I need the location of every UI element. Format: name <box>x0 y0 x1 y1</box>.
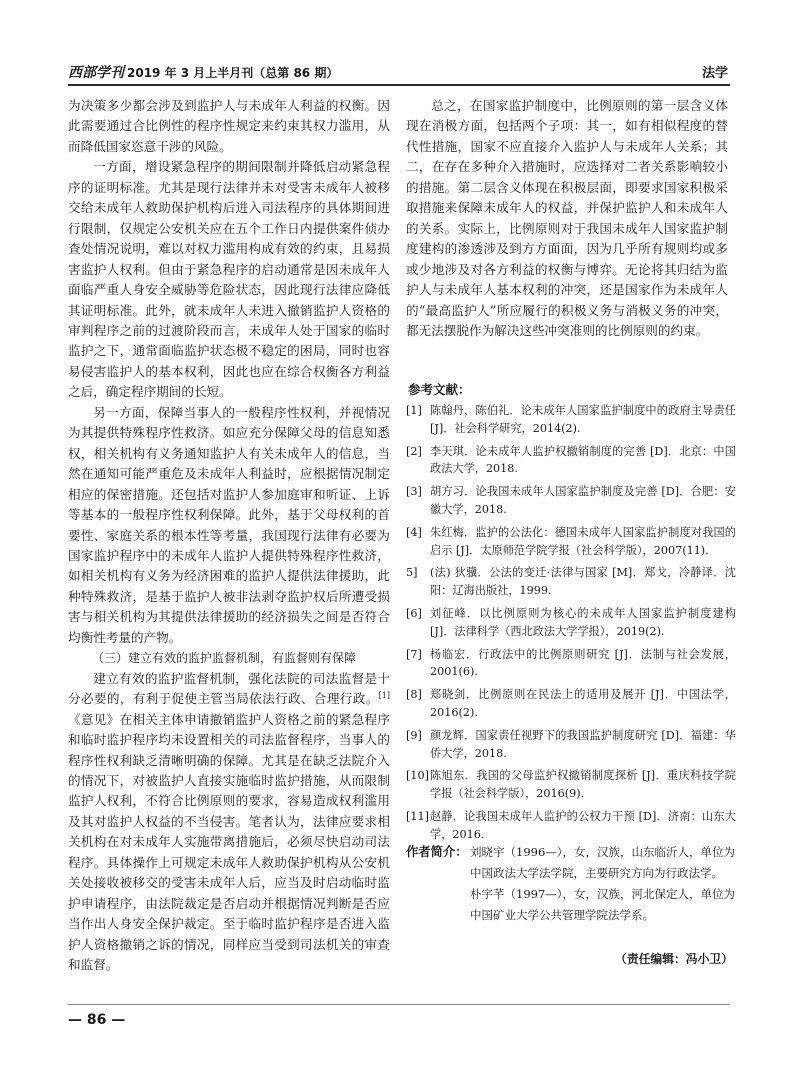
reference-number: [9] <box>406 728 422 742</box>
left-paragraph-4-part1: 建立有效的监护监督机制，强化法院的司法监督是十分必要的，有利于促使主管当局依法行政、合理行政。 <box>68 670 390 707</box>
author-2-bio: 朴宇芊（1997—），女，汉族，河北保定人，单位为中国矿业大学公共管理学院法学系。 <box>470 887 736 922</box>
author-bio <box>406 842 736 926</box>
right-column <box>406 96 728 341</box>
reference-item <box>406 443 736 479</box>
journal-logo: 西部学刊 <box>68 65 124 81</box>
references-title: 参考文献： <box>408 382 471 397</box>
reference-text: 刘征峰．以比例原则为核心的未成年人国家监护制度建构 [J]．法律科学（西北政法大学学报），2019(2). <box>430 606 736 638</box>
reference-number: [2] <box>406 444 422 458</box>
left-paragraph-2: 一方面，增设紧急程序的期间限制并降低启动紧急程序的证明标准。尤其是现行法律并未对受害未成年人被移交给未成年人救助保护机构后进入司法程序的具体期间进行限制，仅规定公安机关应在五个工作日内提供案件侦办查处情况说明，难以对权力滥用构成有效的约束，且易损害监护人权利。但由于紧急程序的启动通常是因未成年人面临严重人身安全威胁等危险状态，因此现行法律应降低其证明标准。此外，就未成年人未进入撤销监护人资格的审判程序之前的过渡阶段而言，未成年人处于国家的临时监护之下，通常面临监护状态极不稳定的困局，同时也容易侵害监护人的基本权利，因此也应在综合权衡各方利益之后，确定程序期间的长短。 <box>68 159 390 400</box>
reference-text: 李天琪．论未成年人监护权撤销制度的完善 [D]．北京：中国政法大学，2018. <box>430 444 736 476</box>
journal-issue-line <box>68 62 338 82</box>
reference-item <box>406 605 736 641</box>
citation-marker: [1] <box>378 690 390 700</box>
reference-text: 朱红梅．监护的公法化：德国未成年人国家监护制度对我国的启示 [J]．太原师范学院学报（社会科学版），2007(11). <box>430 525 736 557</box>
reference-number: [11] <box>406 809 429 823</box>
right-paragraph-1: 总之，在国家监护制度中，比例原则的第一层含义体现在消极方面，包括两个子项：其一，如有相似程度的替代性措施，国家不应直接介入监护人与未成年人关系；其二，在存在多种介入措施时，应选择对二者关系影响较小的措施。第二层含义体现在积极层面，即要求国家积极采取措施来保障未成年人的权益，并保护监护人和未成年人的关系。实际上，比例原则对于我国未成年人国家监护制度建构的渗透涉及到方方面面，因为几乎所有规则均或多或少地涉及对各方利益的权衡与博弈。无论将其归结为监护人与未成年人基本权利的冲突，还是国家作为未成年人的“最高监护人”所应履行的积极义务与消极义务的冲突，都无法摆脱作为解决这些冲突准则的比例原则的约束。 <box>406 98 728 338</box>
reference-text: 郑晓剑．比例原则在民法上的适用及展开 [J]．中国法学，2016(2). <box>430 688 736 719</box>
left-paragraph-3: 另一方面，保障当事人的一般程序性权利，并视情况为其提供特殊程序性救济。如应充分保障父母的信息知悉权，相关机构有义务通知监护人有关未成年人的信息，当然在通知可能严重危及未成年人利益时，应根据情况制定相应的保密措施。还包括对监护人参加庭审和听证、上诉等基本的一般程序性权利保障。此外，基于父母权利的首要性、家庭关系的根本性等考量，我国现行法律有必要为国家监护程序中的未成年人监护人提供特殊程序性救济，如相关机构有义务为经济困难的监护人提供法律援助，此种特殊救济，是基于监护人被非法剥夺监护权后所遭受损害与相关机构为其提供法律援助的经济损失之间是否符合均衡性考量的产物。 <box>68 404 390 645</box>
reference-item <box>406 564 736 600</box>
references-section <box>406 380 736 849</box>
reference-text: 杨临宏．行政法中的比例原则研究 [J]．法制与社会发展，2001(6). <box>430 647 736 679</box>
reference-number: [4] <box>406 525 422 539</box>
reference-number: 5] <box>406 566 418 580</box>
left-column <box>68 96 390 975</box>
reference-item <box>406 727 736 763</box>
reference-text: 陈翰丹，陈伯礼．论未成年人国家监护制度中的政府主导责任 [J]．社会科学研究，2014(2). <box>430 404 736 435</box>
author-1-bio: 刘晓宇（1996—），女，汉族，山东临沂人，单位为中国政法大学法学院，主要研究方向为行政法学。 <box>470 845 736 880</box>
reference-text: 颜龙辉．国家责任视野下的我国监护制度研究 [D]．福建：华侨大学，2018. <box>430 728 736 760</box>
reference-item <box>406 524 736 560</box>
reference-text: 陈旭东．我国的父母监护权撤销制度探析 [J]．重庆科技学院学报（社会科学版），2016(9). <box>430 769 736 801</box>
left-paragraph-4-part2: 《意见》在相关主体申请撤销监护人资格之前的紧急程序和临时监护程序均未设置相关的司法监督程序，当事人的程序性权利缺乏清晰明确的保障。尤其是在缺乏法院介入的情况下，对被监护人直接实施临时监护措施，从而限制监护人权利，不符合比例原则的要求，容易造成权利滥用及其对监护人权益的不当侵害。笔者认为，法律应要求相关机构在对未成年人实施带离措施后，必须尽快启动司法程序。具体操作上可规定未成年人救助保护机构从公安机关处接收被移交的受害未成年人后，应当及时启动临时监护申请程序，由法院裁定是否启动并根据情况判断是否应当作出人身安全保护裁定。至于临时监护程序是否进入监护人资格撤销之诉的情况，同样应当受到司法机关的审查和监督。 <box>68 711 390 973</box>
reference-number: [10] <box>406 769 429 783</box>
section-label: 法学 <box>701 66 728 81</box>
footer-divider <box>68 1004 730 1005</box>
reference-item <box>406 767 736 803</box>
reference-number: [3] <box>406 485 422 499</box>
left-paragraph-4 <box>68 669 390 976</box>
author-bio-body <box>470 842 736 926</box>
reference-item <box>406 808 736 844</box>
reference-item <box>406 646 736 682</box>
page-number: — 86 — <box>68 1012 126 1028</box>
reference-text: 胡方习．论我国未成年人国家监护制度及完善 [D]．合肥：安徽大学，2018. <box>430 485 736 516</box>
reference-number: [7] <box>406 647 422 661</box>
page-header <box>68 58 730 86</box>
reference-item <box>406 686 736 722</box>
reference-text: (法) 狄骥．公法的变迁·法律与国家 [M]．郑戈，冷静译．沈阳：辽海出版社，1999. <box>430 566 736 598</box>
reference-number: [1] <box>406 404 422 417</box>
issue-info: 2019 年 3 月上半月刊（总第 86 期） <box>127 66 339 80</box>
reference-number: [6] <box>406 606 422 620</box>
section-subheading: （三）建立有效的监护监督机制，有监督则有保障 <box>92 651 357 666</box>
reference-item <box>406 402 736 438</box>
left-paragraph-1: 为决策多少都会涉及到监护人与未成年人利益的权衡。因此需要通过合比例性的程序性规定来约束其权力滥用，从而降低国家恣意干涉的风险。 <box>68 98 390 154</box>
responsible-editor: （责任编辑：冯小卫） <box>615 952 733 966</box>
reference-item <box>406 483 736 519</box>
reference-number: [8] <box>406 688 422 702</box>
reference-text: 赵静．论我国未成年人监护的公权力干预 [D]．济南：山东大学，2016. <box>430 809 736 841</box>
author-bio-label: 作者简介： <box>406 845 468 859</box>
